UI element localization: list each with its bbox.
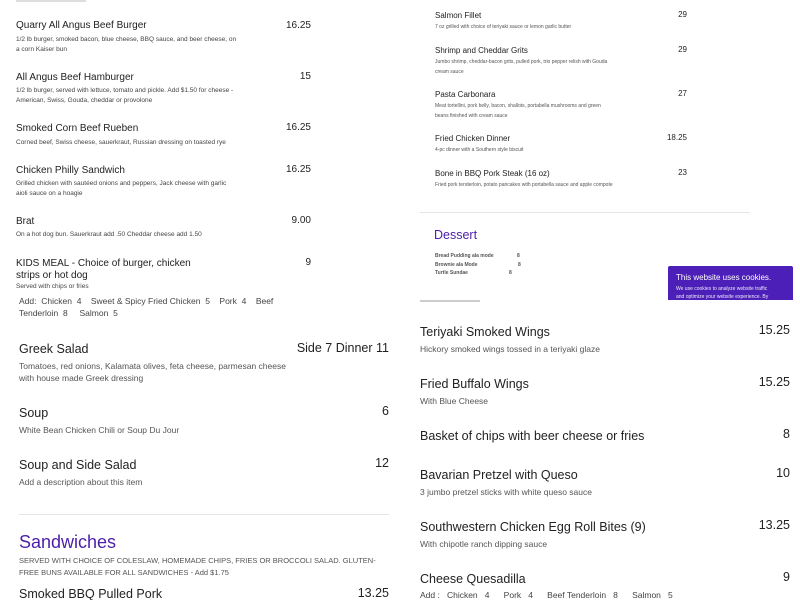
item-name: Greek Salad xyxy=(19,342,89,356)
item-description: With chipotle ranch dipping sauce xyxy=(420,539,548,549)
addon-option: Salmon xyxy=(632,590,661,600)
cropped-header-text xyxy=(420,300,480,302)
item-description: Fried pork tenderloin, potato pancakes with portabella sauce and apple compote xyxy=(435,182,613,188)
item-description: Corned beef, Swiss cheese, sauerkraut, Russian dressing on toasted rye xyxy=(16,139,226,146)
item-description: With Blue Cheese xyxy=(420,396,489,406)
item-description: Served with chips or fries xyxy=(16,283,89,290)
item-description: 7 oz grilled with choice of teriyaki sauce or lemon garlic butter xyxy=(435,24,572,30)
section-divider xyxy=(19,514,389,515)
addon-option: Pork xyxy=(503,590,522,600)
addon-price: 4 xyxy=(241,296,247,306)
dessert-name: Brownie ala Mode xyxy=(435,262,478,268)
item-name: Salmon Fillet xyxy=(435,11,482,20)
item-description: 1/2 lb burger, served with lettuce, tomato and pickle. Add $1.50 for cheese - American, Swiss, Gouda, cheddar or provolone xyxy=(16,87,234,104)
item-description: Hickory smoked wings tossed in a teriyaki glaze xyxy=(420,344,600,354)
addon-line xyxy=(19,308,118,318)
addon-line xyxy=(19,296,273,306)
item-description: Jumbo shrimp, cheddar-bacon grits, pulled pork, trio pepper relish with Gouda cream sauce xyxy=(435,59,608,75)
dessert-price: 8 xyxy=(509,270,512,276)
addon-price: 4 xyxy=(76,296,82,306)
cookie-text: We use cookies to analyze website traffic xyxy=(676,286,768,292)
cropped-header-text xyxy=(16,0,86,2)
item-price: 9.00 xyxy=(291,215,311,226)
menu-pane-salads-sandwiches xyxy=(0,293,400,600)
dessert-price: 8 xyxy=(518,262,521,268)
item-price: 16.25 xyxy=(285,122,311,133)
item-name: Fried Buffalo Wings xyxy=(420,377,529,391)
item-name: Quarry All Angus Beef Burger xyxy=(16,20,147,31)
item-name: Shrimp and Cheddar Grits xyxy=(435,46,528,55)
item-name: Basket of chips with beer cheese or fries xyxy=(420,429,645,443)
item-description: 3 jumbo pretzel sticks with white queso sauce xyxy=(420,487,592,497)
item-name: Smoked BBQ Pulled Pork xyxy=(19,587,163,600)
addon-option: Beef Tenderloin xyxy=(547,590,607,600)
addon-option: Tenderloin xyxy=(19,308,59,318)
item-description: On a hot dog bun. Sauerkraut add .50 Cheddar cheese add 1.50 xyxy=(16,231,202,238)
item-name: Smoked Corn Beef Rueben xyxy=(16,123,139,134)
item-price: 18.25 xyxy=(666,133,687,142)
item-name: Brat xyxy=(16,216,35,227)
item-name: Bone in BBQ Pork Steak (16 oz) xyxy=(435,169,550,178)
item-name: Soup xyxy=(19,406,49,420)
item-price: 15.25 xyxy=(758,323,790,337)
item-description: White Bean Chicken Chili or Soup Du Jour xyxy=(19,425,180,435)
dessert-heading: Dessert xyxy=(434,228,478,242)
sandwiches-note: SERVED WITH CHOICE OF COLESLAW, HOMEMADE CHIPS, FRIES OR BROCCOLI SALAD. GLUTEN-FREE BUNS AVAILABLE FOR ALL SANDWICHES - Add $1.75 xyxy=(19,556,376,577)
item-price: 27 xyxy=(678,89,687,98)
item-description: Grilled chicken with sautéed onions and peppers, Jack cheese with garlic aioli sauce on a hoagie xyxy=(16,180,227,197)
item-name: KIDS MEAL - Choice of burger, chicken strips or hot dog xyxy=(16,258,191,281)
menu-pane-burgers xyxy=(0,0,400,293)
item-name: Teriyaki Smoked Wings xyxy=(420,325,550,339)
addon-price: 8 xyxy=(613,590,618,600)
item-price: Side 7 Dinner 11 xyxy=(296,341,389,355)
item-name: Fried Chicken Dinner xyxy=(435,134,511,143)
addon-price: 5 xyxy=(668,590,673,600)
addon-option: Beef xyxy=(255,296,274,306)
item-name: Chicken Philly Sandwich xyxy=(16,165,125,176)
addon-option: Chicken xyxy=(446,590,478,600)
item-description: 4-pc dinner with a Southern style biscuit xyxy=(435,147,524,153)
cookie-title: This website uses cookies. xyxy=(676,273,772,282)
addon-price: 5 xyxy=(113,308,118,318)
item-price: 29 xyxy=(678,10,687,19)
item-name: Southwestern Chicken Egg Roll Bites (9) xyxy=(420,520,646,534)
addon-price: 4 xyxy=(484,590,490,600)
addon-line xyxy=(420,590,673,600)
item-price: 6 xyxy=(382,404,389,418)
item-price: 9 xyxy=(783,570,790,584)
cookie-text: and optimize your website experience. By xyxy=(676,294,769,300)
addon-label: Add : xyxy=(420,590,440,600)
addon-label: Add: xyxy=(19,296,37,306)
item-name: All Angus Beef Hamburger xyxy=(16,72,134,83)
item-price: 15 xyxy=(299,71,311,82)
item-name: Soup and Side Salad xyxy=(19,458,137,472)
addon-option: Chicken xyxy=(41,296,72,306)
item-name: Bavarian Pretzel with Queso xyxy=(420,468,578,482)
item-price: 16.25 xyxy=(285,20,311,31)
menu-pane-dinners xyxy=(400,0,800,300)
dessert-name: Bread Pudding ala mode xyxy=(435,253,494,259)
item-price: 12 xyxy=(375,456,389,470)
item-description: 1/2 lb burger, smoked bacon, blue cheese, BBQ sauce, and beer cheese, on a corn Kaiser bun xyxy=(16,36,237,53)
item-name: Cheese Quesadilla xyxy=(420,572,526,586)
item-description: Add a description about this item xyxy=(19,477,143,487)
item-description: Tomatoes, red onions, Kalamata olives, feta cheese, parmesan cheese with house made Greek dressing xyxy=(19,361,286,383)
addon-option: Sweet & Spicy Fried Chicken xyxy=(90,296,201,306)
addon-price: 5 xyxy=(205,296,210,306)
item-price: 23 xyxy=(678,168,687,177)
dessert-price: 8 xyxy=(517,253,520,259)
addon-option: Pork xyxy=(219,296,237,306)
item-price: 10 xyxy=(776,466,790,480)
menu-pane-appetizers xyxy=(400,300,800,600)
addon-price: 4 xyxy=(528,590,533,600)
section-divider xyxy=(420,212,750,213)
item-price: 16.25 xyxy=(285,164,311,175)
item-price: 29 xyxy=(678,45,687,54)
sandwiches-heading: Sandwiches xyxy=(19,532,117,552)
item-price: 8 xyxy=(783,427,790,441)
cookie-banner[interactable] xyxy=(668,266,793,300)
item-description: Meat tortellini, pork belly, bacon, shallots, portabella mushrooms and green beans finished with cream sauce xyxy=(435,103,601,119)
item-name: Pasta Carbonara xyxy=(435,90,496,99)
item-price: 13.25 xyxy=(758,518,790,532)
addon-price: 8 xyxy=(62,308,68,318)
item-price: 15.25 xyxy=(758,375,790,389)
addon-option: Salmon xyxy=(79,308,109,318)
item-price: 13.25 xyxy=(357,586,389,600)
dessert-name: Turtle Sundae xyxy=(435,270,468,276)
item-price: 9 xyxy=(305,257,311,268)
